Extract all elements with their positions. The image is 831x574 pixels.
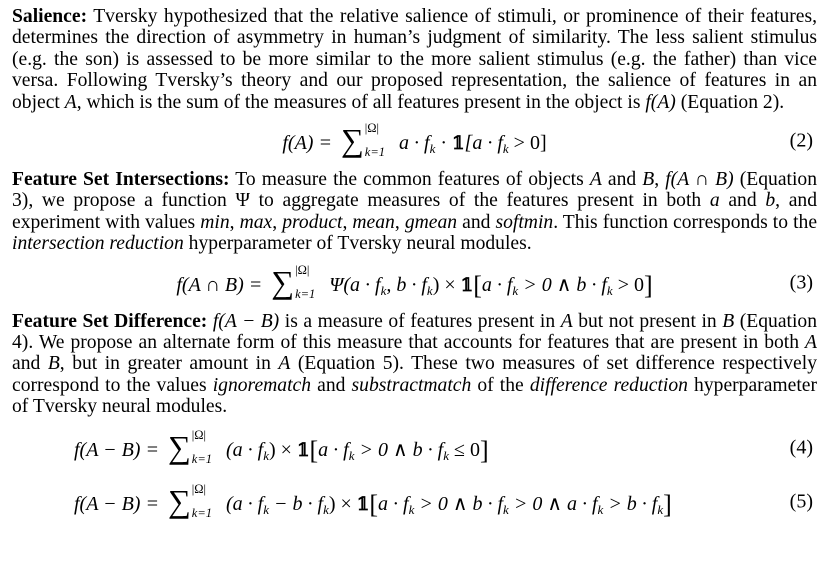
equation-4 xyxy=(12,426,817,470)
value-mean: mean xyxy=(352,211,395,233)
difference-and-2: and xyxy=(311,374,352,396)
equation-4-link[interactable]: 4 xyxy=(12,332,22,354)
eq3-open-bracket: [ xyxy=(473,270,482,300)
eq4-sub-k: k xyxy=(263,447,269,463)
sep-4: , xyxy=(394,211,405,233)
sep-3: , xyxy=(342,211,353,233)
eq3-sub-k2: k xyxy=(426,282,433,298)
eq2-mid: · xyxy=(435,132,453,155)
intersections-and-2: and xyxy=(719,190,766,212)
equation-5-link[interactable]: 5 xyxy=(382,353,393,375)
intersections-text-3: ), we propose a function Ψ to aggregate measures of the features present in both xyxy=(21,190,710,212)
difference-f-a-minus-b: f(A − B) xyxy=(207,310,280,332)
eq5-cond-1: a · f xyxy=(378,492,409,515)
eq5-body-end: ) xyxy=(328,492,336,515)
intersections-text-4: , and experiment with values xyxy=(12,190,817,233)
intersections-text-2: (Equation xyxy=(733,169,817,191)
eq2-indicator: 𝟙 xyxy=(452,133,465,155)
eq3-lower-limit: k=1 xyxy=(295,286,316,301)
eq4-lower-limit: k=1 xyxy=(191,451,212,466)
eq3-sub-k1: k xyxy=(380,282,387,298)
eq5-open-bracket: [ xyxy=(369,489,378,519)
value-substractmatch: substractmatch xyxy=(351,374,472,396)
salience-paragraph xyxy=(12,6,817,113)
difference-text-4: ). We propose an alternate form of this measure that accounts for features that are present in both xyxy=(21,332,806,354)
sep-2: , xyxy=(272,211,283,233)
difference-text-5: , but in greater amount in xyxy=(59,353,279,375)
intersections-comma: , xyxy=(654,169,666,191)
equation-4-number: (4) xyxy=(789,435,813,458)
eq5-sub-k1: k xyxy=(263,501,269,517)
salience-f-of-a: f(A) xyxy=(645,91,676,113)
difference-text-6: (Equation xyxy=(290,353,383,375)
eq4-sum xyxy=(167,427,217,466)
difference-text-2: but not present in xyxy=(572,310,723,332)
intersections-and-3: and xyxy=(457,211,496,233)
difference-heading: Feature Set Difference: xyxy=(12,310,208,332)
eq5-cond-sub2: k xyxy=(503,501,509,517)
eq3-cond-1: a · f xyxy=(481,273,513,296)
eq3-cond-mid: > 0 ∧ b · f xyxy=(518,273,607,296)
eq5-lhs: f(A − B) = xyxy=(74,492,159,515)
eq2-lower-limit: k=1 xyxy=(364,145,385,160)
value-ignorematch: ignorematch xyxy=(212,374,312,396)
intersections-var-a: A xyxy=(589,169,602,191)
difference-reduction-term: difference reduction xyxy=(529,374,688,396)
value-max: max xyxy=(239,211,273,233)
eq3-cond-sub2: k xyxy=(606,282,613,298)
difference-and-1: and xyxy=(12,353,48,375)
eq4-cond-sub1: k xyxy=(348,447,355,463)
intersections-text-1: To measure the common features of objects xyxy=(229,169,590,191)
eq2-sub-k: k xyxy=(429,141,436,157)
eq5-sub-k2: k xyxy=(323,501,329,517)
eq4-cond-1: a · f xyxy=(318,438,349,461)
eq3-body-end: ) xyxy=(432,273,440,296)
salience-text-3: (Equation xyxy=(675,91,763,113)
eq4-body-end: ) xyxy=(269,438,276,461)
eq5-body: (a · f xyxy=(226,492,264,515)
eq5-lower-limit: k=1 xyxy=(191,505,212,520)
sigma-symbol: ∑ xyxy=(340,122,364,159)
difference-text-1: is a measure of features present in xyxy=(279,310,561,332)
eq2-sum xyxy=(340,121,390,160)
intersections-f-a-cap-b: f(A ∩ B) xyxy=(665,169,734,191)
intersections-var-b: B xyxy=(642,169,655,191)
eq5-cond-sub4: k xyxy=(657,501,664,517)
eq3-lhs: f(A ∩ B) = xyxy=(176,273,263,296)
eq5-close-bracket: ] xyxy=(663,489,672,519)
eq3-times: × xyxy=(439,273,461,296)
difference-var-a-2: A xyxy=(805,332,817,354)
eq5-sum xyxy=(167,481,217,520)
intersections-var-a-lower: a xyxy=(709,190,720,212)
eq3-body-mid: , b · f xyxy=(386,273,427,296)
equation-3 xyxy=(12,255,817,311)
eq4-upper-limit: |Ω| xyxy=(191,427,207,442)
salience-text-2: , which is the sum of the measures of all features present in the object is xyxy=(76,91,646,113)
difference-text-3: (Equation xyxy=(734,310,818,332)
value-softmin: softmin xyxy=(495,211,554,233)
eq5-indicator: 𝟙 xyxy=(356,493,370,515)
eq2-cond-sub: k xyxy=(502,141,509,157)
difference-text-8: of the xyxy=(471,374,530,396)
eq5-cond-mid1: > 0 ∧ b · f xyxy=(414,492,504,515)
difference-var-b-2: B xyxy=(47,353,60,375)
eq2-upper-limit: |Ω| xyxy=(364,121,380,136)
sep-1: , xyxy=(229,211,240,233)
intersections-heading: Feature Set Intersections: xyxy=(12,169,230,191)
eq5-cond-sub3: k xyxy=(597,501,604,517)
eq5-upper-limit: |Ω| xyxy=(191,481,207,496)
equation-2-number: (2) xyxy=(789,129,813,152)
eq5-cond-sub1: k xyxy=(408,501,415,517)
eq5-cond-mid2: > 0 ∧ a · f xyxy=(508,492,598,515)
eq5-cond-mid3: > b · f xyxy=(603,492,658,515)
salience-var-a: A xyxy=(64,91,77,113)
difference-paragraph xyxy=(12,311,817,418)
eq4-lhs: f(A − B) = xyxy=(74,438,159,461)
equation-2 xyxy=(12,113,817,169)
intersections-and-1: and xyxy=(601,169,643,191)
equation-2-link[interactable]: 2 xyxy=(762,91,773,113)
eq3-indicator: 𝟙 xyxy=(460,274,474,296)
salience-text-4: ). xyxy=(772,91,785,113)
eq3-cond-end: > 0 xyxy=(612,273,644,296)
eq3-close-bracket: ] xyxy=(643,270,653,300)
equation-3-number: (3) xyxy=(789,270,813,293)
equation-5-number: (5) xyxy=(789,489,813,512)
salience-heading: Salience: xyxy=(12,6,88,27)
eq2-cond: [a · f xyxy=(464,132,503,155)
eq5-body-mid: − b · f xyxy=(269,492,324,515)
eq2-lhs: f(A) = xyxy=(282,132,332,155)
eq4-open-bracket: [ xyxy=(309,435,319,465)
eq4-body: (a · f xyxy=(226,438,264,461)
eq5-times: × xyxy=(335,492,357,515)
value-gmean: gmean xyxy=(404,211,458,233)
equation-3-link[interactable]: 3 xyxy=(12,190,22,212)
sigma-symbol: ∑ xyxy=(167,428,191,465)
intersections-var-b-lower: b xyxy=(765,190,776,212)
sigma-symbol: ∑ xyxy=(271,263,295,300)
difference-text-7: ). These two measures of set difference respectively correspond to the values xyxy=(12,353,817,396)
salience-text-1: Tversky hypothesized that the relative salience of stimuli, or prominence of their features, determines the direction of asymmetry in human’s judgment of similarity. The less salient stimulus (e.g. the son) is assessed to be more similar to the more salient stimulus (e.g. the father) than vice versa. Following Tversky’s theory and our proposed representation, the salience of features in an object xyxy=(12,6,817,113)
eq4-indicator: 𝟙 xyxy=(296,439,310,461)
equation-5 xyxy=(12,480,817,524)
intersection-reduction-term: intersection reduction xyxy=(12,233,184,255)
eq3-cond-sub1: k xyxy=(512,282,519,298)
difference-var-a-1: A xyxy=(560,310,573,332)
intersections-paragraph xyxy=(12,169,817,255)
eq2-body: a · f xyxy=(399,132,430,155)
eq3-body: Ψ(a · f xyxy=(329,273,381,296)
difference-var-a-3: A xyxy=(278,353,291,375)
sigma-symbol: ∑ xyxy=(167,482,191,519)
eq3-sum xyxy=(271,262,320,301)
eq4-close-bracket: ] xyxy=(479,435,489,465)
eq3-upper-limit: |Ω| xyxy=(295,262,310,277)
difference-var-b-1: B xyxy=(722,310,735,332)
intersections-text-5: . This function corresponds to the xyxy=(553,211,818,233)
intersections-text-6: hyperparameter of Tversky neural modules. xyxy=(183,233,532,255)
eq4-times: × xyxy=(275,438,297,461)
eq2-cond-end: > 0] xyxy=(508,132,547,155)
value-min: min xyxy=(200,211,230,233)
eq4-cond-sub2: k xyxy=(443,447,449,463)
eq4-cond-mid: > 0 ∧ b · f xyxy=(354,438,444,461)
eq4-cond-end: ≤ 0 xyxy=(448,438,480,461)
value-product: product xyxy=(282,211,343,233)
difference-text-9: hyperparameter of Tversky neural modules. xyxy=(12,374,817,418)
